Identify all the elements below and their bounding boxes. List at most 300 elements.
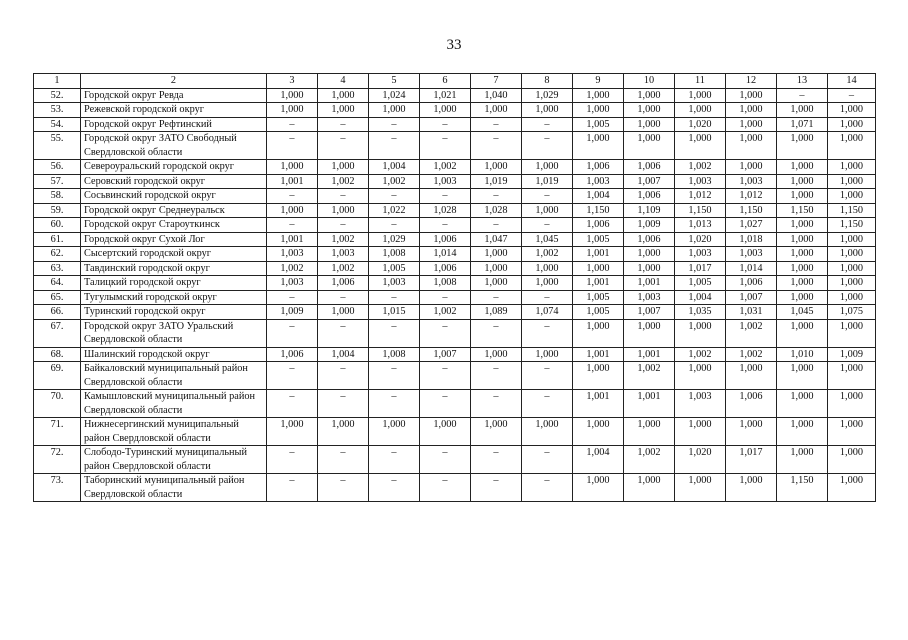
municipality-name: Сысертский городской округ bbox=[81, 247, 267, 262]
coefficient-cell: 1,006 bbox=[624, 189, 675, 204]
coefficient-cell: – bbox=[471, 446, 522, 474]
coefficient-cell: 1,003 bbox=[726, 247, 777, 262]
column-header: 7 bbox=[471, 74, 522, 89]
coefficient-cell: 1,004 bbox=[318, 347, 369, 362]
row-number: 53. bbox=[34, 103, 81, 118]
table-row bbox=[34, 160, 876, 175]
table-row bbox=[34, 418, 876, 446]
coefficient-cell: 1,006 bbox=[726, 390, 777, 418]
coefficient-cell: 1,004 bbox=[573, 189, 624, 204]
coefficient-cell: 1,000 bbox=[624, 88, 675, 103]
coefficient-cell: 1,003 bbox=[318, 247, 369, 262]
coefficient-cell: 1,020 bbox=[675, 446, 726, 474]
coefficient-cell: – bbox=[318, 218, 369, 233]
coefficient-cell: 1,000 bbox=[675, 88, 726, 103]
coefficient-cell: 1,150 bbox=[777, 474, 828, 502]
coefficient-cell: 1,000 bbox=[777, 319, 828, 347]
coefficient-cell: 1,000 bbox=[522, 160, 573, 175]
coefficient-cell: – bbox=[420, 319, 471, 347]
coefficient-cell: 1,000 bbox=[471, 247, 522, 262]
coefficient-cell: 1,001 bbox=[624, 347, 675, 362]
coefficient-cell: 1,000 bbox=[369, 418, 420, 446]
table-row bbox=[34, 319, 876, 347]
column-header: 11 bbox=[675, 74, 726, 89]
coefficient-cell: 1,000 bbox=[573, 88, 624, 103]
municipality-name: Североуральский городской округ bbox=[81, 160, 267, 175]
coefficient-cell: 1,002 bbox=[318, 232, 369, 247]
coefficient-cell: 1,000 bbox=[675, 362, 726, 390]
coefficient-cell: 1,005 bbox=[369, 261, 420, 276]
row-number: 67. bbox=[34, 319, 81, 347]
municipality-name: Серовский городской округ bbox=[81, 174, 267, 189]
table-row bbox=[34, 390, 876, 418]
coefficient-cell: 1,004 bbox=[369, 160, 420, 175]
coefficient-cell: 1,000 bbox=[471, 160, 522, 175]
municipality-name: Городской округ Сухой Лог bbox=[81, 232, 267, 247]
coefficient-cell: – bbox=[369, 362, 420, 390]
coefficient-cell: 1,003 bbox=[675, 390, 726, 418]
coefficient-cell: 1,007 bbox=[624, 174, 675, 189]
coefficient-cell: 1,020 bbox=[675, 117, 726, 132]
municipality-name: Таборинский муниципальный район Свердловской области bbox=[81, 474, 267, 502]
coefficient-cell: – bbox=[267, 446, 318, 474]
coefficient-cell: – bbox=[267, 290, 318, 305]
coefficient-cell: 1,000 bbox=[573, 103, 624, 118]
coefficient-cell: 1,040 bbox=[471, 88, 522, 103]
coefficient-cell: 1,002 bbox=[624, 446, 675, 474]
coefficient-cell: 1,000 bbox=[471, 418, 522, 446]
coefficient-cell: 1,000 bbox=[420, 418, 471, 446]
row-number: 55. bbox=[34, 132, 81, 160]
coefficient-cell: 1,000 bbox=[777, 247, 828, 262]
coefficient-cell: 1,000 bbox=[828, 362, 876, 390]
column-header: 13 bbox=[777, 74, 828, 89]
coefficient-cell: 1,006 bbox=[420, 261, 471, 276]
coefficient-cell: – bbox=[267, 132, 318, 160]
table-row bbox=[34, 446, 876, 474]
coefficient-cell: 1,012 bbox=[675, 189, 726, 204]
coefficient-cell: 1,005 bbox=[573, 232, 624, 247]
coefficient-cell: 1,000 bbox=[573, 418, 624, 446]
column-header: 5 bbox=[369, 74, 420, 89]
coefficient-cell: 1,007 bbox=[624, 305, 675, 320]
table-row bbox=[34, 362, 876, 390]
coefficient-cell: 1,001 bbox=[267, 232, 318, 247]
coefficient-cell: – bbox=[522, 362, 573, 390]
municipality-name: Туринский городской округ bbox=[81, 305, 267, 320]
coefficient-cell: – bbox=[420, 446, 471, 474]
coefficient-cell: 1,002 bbox=[675, 347, 726, 362]
coefficient-cell: 1,000 bbox=[573, 132, 624, 160]
table-row bbox=[34, 132, 876, 160]
table-row bbox=[34, 347, 876, 362]
coefficient-cell: 1,002 bbox=[420, 160, 471, 175]
coefficient-cell: 1,017 bbox=[726, 446, 777, 474]
coefficient-cell: 1,009 bbox=[828, 347, 876, 362]
coefficient-cell: 1,002 bbox=[675, 160, 726, 175]
coefficient-cell: 1,000 bbox=[267, 160, 318, 175]
municipality-name: Городской округ ЗАТО Свободный Свердловской области bbox=[81, 132, 267, 160]
municipality-name: Талицкий городской округ bbox=[81, 276, 267, 291]
table-row bbox=[34, 276, 876, 291]
coefficient-cell: – bbox=[318, 446, 369, 474]
municipality-name: Сосьвинский городской округ bbox=[81, 189, 267, 204]
coefficient-cell: – bbox=[369, 290, 420, 305]
coefficient-cell: 1,074 bbox=[522, 305, 573, 320]
coefficient-cell: 1,000 bbox=[675, 132, 726, 160]
coefficient-cell: 1,031 bbox=[726, 305, 777, 320]
coefficient-cell: 1,150 bbox=[675, 203, 726, 218]
coefficient-cell: 1,000 bbox=[777, 218, 828, 233]
coefficient-cell: 1,000 bbox=[777, 276, 828, 291]
coefficient-cell: 1,004 bbox=[675, 290, 726, 305]
coefficient-cell: 1,009 bbox=[624, 218, 675, 233]
coefficient-cell: 1,000 bbox=[777, 362, 828, 390]
coefficient-cell: 1,000 bbox=[828, 232, 876, 247]
coefficient-cell: – bbox=[420, 117, 471, 132]
coefficient-cell: 1,000 bbox=[624, 261, 675, 276]
coefficient-cell: 1,000 bbox=[318, 305, 369, 320]
coefficient-cell: 1,000 bbox=[828, 103, 876, 118]
coefficient-cell: 1,008 bbox=[369, 347, 420, 362]
coefficient-cell: 1,003 bbox=[726, 174, 777, 189]
coefficient-cell: 1,006 bbox=[267, 347, 318, 362]
coefficient-cell: 1,006 bbox=[573, 160, 624, 175]
coefficient-cell: 1,000 bbox=[369, 103, 420, 118]
table-row bbox=[34, 247, 876, 262]
column-header: 10 bbox=[624, 74, 675, 89]
coefficient-cell: 1,002 bbox=[318, 261, 369, 276]
column-header: 2 bbox=[81, 74, 267, 89]
municipality-name: Камышловский муниципальный район Свердловской области bbox=[81, 390, 267, 418]
coefficient-cell: 1,001 bbox=[267, 174, 318, 189]
coefficient-cell: 1,012 bbox=[726, 189, 777, 204]
coefficient-cell: 1,024 bbox=[369, 88, 420, 103]
coefficient-cell: 1,000 bbox=[828, 261, 876, 276]
coefficient-cell: – bbox=[369, 446, 420, 474]
row-number: 68. bbox=[34, 347, 81, 362]
coefficient-cell: 1,150 bbox=[573, 203, 624, 218]
coefficient-cell: 1,003 bbox=[573, 174, 624, 189]
coefficient-cell: 1,000 bbox=[726, 88, 777, 103]
coefficient-cell: 1,013 bbox=[675, 218, 726, 233]
coefficient-cell: 1,008 bbox=[420, 276, 471, 291]
coefficient-cell: 1,028 bbox=[471, 203, 522, 218]
coefficient-cell: – bbox=[828, 88, 876, 103]
coefficient-cell: 1,018 bbox=[726, 232, 777, 247]
coefficient-cell: 1,000 bbox=[726, 474, 777, 502]
coefficient-cell: – bbox=[318, 390, 369, 418]
coefficient-cell: 1,002 bbox=[267, 261, 318, 276]
coefficient-cell: 1,000 bbox=[828, 247, 876, 262]
coefficient-cell: 1,000 bbox=[267, 88, 318, 103]
row-number: 56. bbox=[34, 160, 81, 175]
coefficient-cell: 1,150 bbox=[777, 203, 828, 218]
coefficient-cell: 1,000 bbox=[828, 474, 876, 502]
coefficient-cell: 1,000 bbox=[624, 103, 675, 118]
coefficient-cell: 1,000 bbox=[267, 418, 318, 446]
coefficient-cell: 1,001 bbox=[573, 390, 624, 418]
coefficient-cell: 1,003 bbox=[675, 174, 726, 189]
coefficient-cell: 1,029 bbox=[522, 88, 573, 103]
coefficient-cell: – bbox=[522, 117, 573, 132]
municipality-name: Слободо-Туринский муниципальный район Свердловской области bbox=[81, 446, 267, 474]
coefficient-cell: 1,000 bbox=[828, 189, 876, 204]
coefficient-cell: – bbox=[471, 132, 522, 160]
coefficient-cell: 1,000 bbox=[522, 261, 573, 276]
coefficient-cell: – bbox=[267, 189, 318, 204]
coefficient-cell: 1,000 bbox=[828, 160, 876, 175]
coefficient-cell: 1,001 bbox=[573, 247, 624, 262]
coefficient-cell: 1,008 bbox=[369, 247, 420, 262]
coefficient-cell: 1,150 bbox=[828, 203, 876, 218]
coefficient-cell: 1,000 bbox=[624, 474, 675, 502]
coefficient-cell: 1,001 bbox=[624, 390, 675, 418]
coefficient-cell: 1,006 bbox=[726, 276, 777, 291]
coefficient-cell: – bbox=[471, 290, 522, 305]
table-row bbox=[34, 305, 876, 320]
table-row bbox=[34, 203, 876, 218]
coefficient-cell: 1,006 bbox=[420, 232, 471, 247]
coefficient-cell: 1,000 bbox=[675, 103, 726, 118]
header-row bbox=[34, 74, 876, 89]
municipality-name: Городской округ Рефтинский bbox=[81, 117, 267, 132]
coefficient-cell: – bbox=[420, 390, 471, 418]
coefficient-cell: 1,000 bbox=[522, 347, 573, 362]
municipality-name: Тугулымский городской округ bbox=[81, 290, 267, 305]
coefficient-cell: 1,000 bbox=[777, 261, 828, 276]
coefficient-cell: – bbox=[267, 362, 318, 390]
row-number: 57. bbox=[34, 174, 81, 189]
coefficient-cell: – bbox=[318, 362, 369, 390]
coefficient-cell: 1,021 bbox=[420, 88, 471, 103]
coefficient-cell: 1,000 bbox=[828, 276, 876, 291]
coefficient-cell: 1,003 bbox=[267, 247, 318, 262]
coefficient-cell: 1,017 bbox=[675, 261, 726, 276]
coefficient-cell: 1,000 bbox=[726, 362, 777, 390]
coefficient-cell: 1,006 bbox=[573, 218, 624, 233]
coefficient-cell: 1,000 bbox=[777, 390, 828, 418]
coefficient-cell: – bbox=[369, 189, 420, 204]
coefficient-cell: 1,000 bbox=[828, 390, 876, 418]
table-row bbox=[34, 189, 876, 204]
coefficient-cell: 1,006 bbox=[318, 276, 369, 291]
coefficient-cell: 1,027 bbox=[726, 218, 777, 233]
coefficient-cell: – bbox=[471, 189, 522, 204]
coefficient-cell: 1,000 bbox=[828, 290, 876, 305]
coefficient-cell: 1,002 bbox=[420, 305, 471, 320]
coefficient-cell: 1,000 bbox=[777, 446, 828, 474]
coefficient-cell: 1,019 bbox=[522, 174, 573, 189]
row-number: 64. bbox=[34, 276, 81, 291]
coefficient-cell: 1,002 bbox=[726, 347, 777, 362]
coefficient-cell: 1,000 bbox=[624, 132, 675, 160]
coefficient-cell: 1,000 bbox=[267, 203, 318, 218]
coefficient-cell: 1,035 bbox=[675, 305, 726, 320]
municipality-name: Городской округ Среднеуральск bbox=[81, 203, 267, 218]
municipality-name: Городской округ ЗАТО Уральский Свердловской области bbox=[81, 319, 267, 347]
row-number: 63. bbox=[34, 261, 81, 276]
coefficient-cell: 1,019 bbox=[471, 174, 522, 189]
coefficient-cell: 1,000 bbox=[828, 418, 876, 446]
coefficient-cell: 1,000 bbox=[726, 418, 777, 446]
coefficient-cell: 1,007 bbox=[726, 290, 777, 305]
coefficient-cell: 1,000 bbox=[471, 347, 522, 362]
column-header: 4 bbox=[318, 74, 369, 89]
table-row bbox=[34, 218, 876, 233]
coefficient-cell: – bbox=[522, 189, 573, 204]
coefficient-cell: 1,005 bbox=[573, 290, 624, 305]
row-number: 66. bbox=[34, 305, 81, 320]
coefficient-cell: 1,001 bbox=[573, 276, 624, 291]
table-row bbox=[34, 232, 876, 247]
coefficient-cell: 1,029 bbox=[369, 232, 420, 247]
coefficient-cell: 1,002 bbox=[522, 247, 573, 262]
municipality-name: Нижнесергинский муниципальный район Свердловской области bbox=[81, 418, 267, 446]
row-number: 62. bbox=[34, 247, 81, 262]
coefficient-cell: – bbox=[267, 117, 318, 132]
coefficient-cell: 1,020 bbox=[675, 232, 726, 247]
coefficient-cell: 1,000 bbox=[675, 474, 726, 502]
coefficient-cell: – bbox=[471, 319, 522, 347]
row-number: 71. bbox=[34, 418, 81, 446]
coefficient-cell: 1,071 bbox=[777, 117, 828, 132]
table-row bbox=[34, 88, 876, 103]
page-number: 33 bbox=[446, 37, 462, 53]
coefficient-cell: – bbox=[777, 88, 828, 103]
coefficient-cell: 1,000 bbox=[471, 103, 522, 118]
coefficient-cell: – bbox=[369, 117, 420, 132]
coefficient-cell: 1,001 bbox=[573, 347, 624, 362]
table-row bbox=[34, 174, 876, 189]
coefficient-cell: 1,000 bbox=[318, 203, 369, 218]
coefficient-cell: 1,010 bbox=[777, 347, 828, 362]
coefficient-cell: – bbox=[318, 319, 369, 347]
row-number: 65. bbox=[34, 290, 81, 305]
coefficient-cell: – bbox=[522, 132, 573, 160]
table-row bbox=[34, 290, 876, 305]
coefficient-cell: 1,003 bbox=[675, 247, 726, 262]
coefficient-cell: – bbox=[369, 319, 420, 347]
column-header: 1 bbox=[34, 74, 81, 89]
table-row bbox=[34, 474, 876, 502]
coefficient-cell: 1,150 bbox=[726, 203, 777, 218]
coefficient-cell: – bbox=[420, 189, 471, 204]
coefficient-cell: 1,000 bbox=[318, 418, 369, 446]
coefficient-cell: – bbox=[318, 189, 369, 204]
coefficient-cell: – bbox=[267, 474, 318, 502]
column-header: 3 bbox=[267, 74, 318, 89]
coefficient-cell: 1,000 bbox=[777, 160, 828, 175]
coefficient-cell: 1,000 bbox=[522, 418, 573, 446]
coefficient-cell: 1,000 bbox=[522, 103, 573, 118]
coefficient-cell: 1,000 bbox=[726, 160, 777, 175]
municipality-name: Шалинский городской округ bbox=[81, 347, 267, 362]
coefficient-cell: 1,028 bbox=[420, 203, 471, 218]
coefficient-cell: – bbox=[318, 474, 369, 502]
coefficient-cell: 1,045 bbox=[522, 232, 573, 247]
column-header: 12 bbox=[726, 74, 777, 89]
coefficient-cell: – bbox=[369, 474, 420, 502]
coefficient-cell: 1,045 bbox=[777, 305, 828, 320]
row-number: 61. bbox=[34, 232, 81, 247]
coefficient-cell: – bbox=[522, 474, 573, 502]
coefficient-cell: 1,003 bbox=[420, 174, 471, 189]
coefficient-cell: 1,015 bbox=[369, 305, 420, 320]
row-number: 70. bbox=[34, 390, 81, 418]
coefficient-cell: 1,000 bbox=[267, 103, 318, 118]
coefficient-cell: 1,000 bbox=[777, 290, 828, 305]
row-number: 59. bbox=[34, 203, 81, 218]
coefficient-cell: – bbox=[471, 390, 522, 418]
coefficient-cell: – bbox=[522, 390, 573, 418]
coefficient-cell: 1,003 bbox=[624, 290, 675, 305]
column-header: 9 bbox=[573, 74, 624, 89]
coefficient-cell: – bbox=[318, 132, 369, 160]
coefficient-cell: 1,002 bbox=[369, 174, 420, 189]
coefficient-cell: – bbox=[522, 290, 573, 305]
coefficient-cell: 1,006 bbox=[624, 160, 675, 175]
coefficient-cell: 1,000 bbox=[726, 103, 777, 118]
coefficient-cell: 1,000 bbox=[522, 276, 573, 291]
coefficient-cell: – bbox=[420, 362, 471, 390]
column-header: 6 bbox=[420, 74, 471, 89]
coefficient-cell: 1,002 bbox=[318, 174, 369, 189]
coefficient-cell: 1,003 bbox=[369, 276, 420, 291]
coefficient-cell: 1,000 bbox=[777, 132, 828, 160]
coefficient-cell: – bbox=[471, 117, 522, 132]
coefficient-cell: 1,000 bbox=[318, 103, 369, 118]
coefficient-cell: – bbox=[369, 390, 420, 418]
coefficient-cell: – bbox=[369, 218, 420, 233]
coefficient-cell: 1,002 bbox=[624, 362, 675, 390]
coefficient-cell: 1,000 bbox=[522, 203, 573, 218]
coefficient-cell: 1,089 bbox=[471, 305, 522, 320]
row-number: 72. bbox=[34, 446, 81, 474]
municipality-name: Тавдинский городской округ bbox=[81, 261, 267, 276]
coefficient-cell: 1,001 bbox=[624, 276, 675, 291]
coefficient-cell: 1,000 bbox=[777, 174, 828, 189]
coefficient-cell: – bbox=[420, 218, 471, 233]
coefficient-cell: 1,000 bbox=[777, 189, 828, 204]
coefficient-cell: 1,000 bbox=[828, 117, 876, 132]
coefficient-cell: 1,005 bbox=[675, 276, 726, 291]
coefficient-cell: – bbox=[471, 362, 522, 390]
coefficient-cell: 1,007 bbox=[420, 347, 471, 362]
coefficient-cell: 1,022 bbox=[369, 203, 420, 218]
coefficient-cell: – bbox=[267, 319, 318, 347]
coefficient-cell: 1,000 bbox=[828, 446, 876, 474]
coefficient-cell: – bbox=[522, 218, 573, 233]
municipality-name: Городской округ Ревда bbox=[81, 88, 267, 103]
coefficient-cell: 1,075 bbox=[828, 305, 876, 320]
coefficient-cell: 1,000 bbox=[828, 132, 876, 160]
coefficient-cell: 1,000 bbox=[624, 247, 675, 262]
coefficient-cell: 1,000 bbox=[573, 362, 624, 390]
table-row bbox=[34, 117, 876, 132]
coefficient-cell: 1,000 bbox=[318, 160, 369, 175]
row-number: 73. bbox=[34, 474, 81, 502]
coefficient-cell: 1,002 bbox=[726, 319, 777, 347]
coefficient-cell: 1,150 bbox=[828, 218, 876, 233]
table-row bbox=[34, 261, 876, 276]
data-table bbox=[33, 73, 876, 502]
coefficient-cell: 1,000 bbox=[624, 418, 675, 446]
coefficient-cell: 1,000 bbox=[675, 418, 726, 446]
coefficient-cell: 1,000 bbox=[624, 117, 675, 132]
row-number: 69. bbox=[34, 362, 81, 390]
coefficient-cell: 1,000 bbox=[828, 319, 876, 347]
